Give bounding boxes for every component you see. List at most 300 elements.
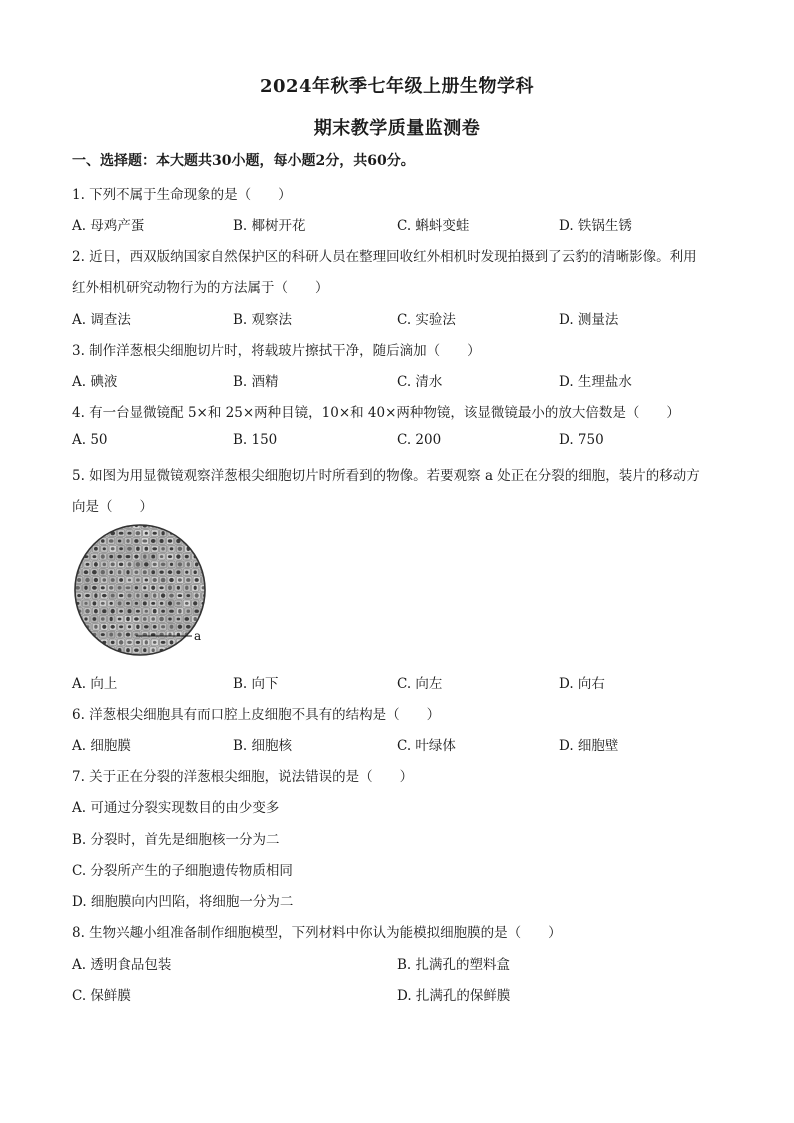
q3-option-d: D. 生理盐水: [559, 374, 632, 390]
cell-nucleus: [101, 617, 105, 620]
q2-option-a: A. 调查法: [72, 312, 131, 328]
cell-nucleus: [194, 586, 197, 590]
q3-option-b: B. 酒精: [233, 374, 279, 390]
cell-nucleus: [94, 625, 97, 629]
cell-nucleus: [128, 562, 132, 566]
cell-nucleus: [178, 609, 182, 613]
cell-nucleus: [178, 562, 182, 566]
q4-option-a: A. 50: [72, 432, 108, 448]
cell-nucleus: [84, 539, 87, 542]
cell-nucleus: [144, 594, 148, 598]
figure-label-a: a: [194, 629, 202, 643]
cell-nucleus: [144, 625, 149, 628]
cell-nucleus: [128, 579, 131, 582]
cell-nucleus: [151, 539, 156, 543]
cell-nucleus: [145, 532, 148, 535]
cell-nucleus: [151, 555, 155, 559]
cell: [168, 655, 175, 660]
cell-nucleus: [203, 625, 207, 628]
cell-nucleus: [160, 539, 164, 543]
cell-nucleus: [103, 563, 107, 567]
cell-nucleus: [161, 656, 165, 660]
cell-nucleus: [111, 563, 115, 567]
cell: [76, 639, 83, 646]
q8-option-a: A. 透明食品包装: [72, 957, 172, 973]
cell-nucleus: [186, 594, 190, 597]
cell: [74, 553, 81, 560]
cell-nucleus: [168, 586, 172, 591]
cell: [200, 616, 207, 623]
cell-nucleus: [128, 625, 131, 628]
q8-option-d: D. 扎满孔的保鲜膜: [397, 988, 511, 1004]
cell-nucleus: [118, 618, 122, 621]
question-7-stem: 7. 关于正在分裂的洋葱根尖细胞，说法错误的是（ ）: [72, 769, 414, 785]
cell-nucleus: [84, 570, 89, 574]
cell-nucleus: [176, 602, 180, 605]
cell: [151, 655, 158, 660]
cell-nucleus: [101, 649, 105, 652]
cell-nucleus: [127, 609, 131, 613]
cell-nucleus: [94, 656, 99, 660]
cell-nucleus: [111, 547, 115, 550]
cell-nucleus: [144, 656, 149, 659]
cell-nucleus: [85, 656, 89, 659]
cell-nucleus: [77, 594, 81, 597]
cell-nucleus: [86, 641, 89, 645]
question-2-stem-line1: 2. 近日，西双版纳国家自然保护区的科研人员在整理回收红外相机时发现拍摄到了云豹的清晰影像。利用: [72, 249, 697, 265]
cell-nucleus: [186, 578, 190, 582]
cell-nucleus: [110, 625, 114, 629]
cell-nucleus: [142, 539, 147, 542]
cell-nucleus: [194, 570, 197, 574]
cell-nucleus: [153, 609, 157, 613]
cell-nucleus: [118, 524, 122, 528]
cell-nucleus: [134, 539, 138, 543]
cell-nucleus: [178, 594, 182, 597]
cell-nucleus: [75, 586, 80, 590]
cell-nucleus: [144, 547, 148, 551]
cell-nucleus: [101, 524, 104, 527]
cell-nucleus: [119, 563, 123, 566]
cell-nucleus: [84, 649, 88, 652]
q5-option-b: B. 向下: [233, 676, 279, 692]
cell-nucleus: [92, 601, 96, 605]
cell-nucleus: [92, 524, 96, 527]
cell-nucleus: [101, 554, 105, 558]
cell-nucleus: [203, 610, 206, 613]
cell: [74, 522, 81, 529]
cell: [193, 545, 200, 552]
cell: [202, 623, 209, 630]
cell: [84, 530, 91, 537]
cell-nucleus: [77, 578, 81, 582]
cell-nucleus: [152, 657, 156, 660]
cell: [92, 530, 99, 537]
cell: [200, 522, 207, 529]
cell-nucleus: [101, 586, 105, 589]
cell-nucleus: [178, 532, 182, 535]
cell-nucleus: [168, 539, 173, 542]
cell-nucleus: [76, 617, 80, 621]
cell-nucleus: [161, 578, 166, 582]
cell-nucleus: [119, 547, 123, 550]
q3-option-a: A. 碘液: [72, 374, 118, 390]
section-heading: 一、选择题：本大题共30小题，每小题2分，共60分。: [72, 153, 415, 169]
cell-nucleus: [195, 593, 199, 597]
cell-nucleus: [85, 531, 90, 535]
cell: [185, 530, 192, 537]
cell-nucleus: [159, 571, 163, 574]
cell-nucleus: [136, 547, 140, 551]
cell-nucleus: [111, 609, 115, 614]
cell-nucleus: [134, 648, 139, 651]
cell-nucleus: [136, 594, 139, 598]
q1-option-a: A. 母鸡产蛋: [72, 218, 145, 234]
cell-nucleus: [169, 594, 174, 598]
cell: [160, 655, 167, 660]
cell-nucleus: [145, 610, 148, 613]
cell-nucleus: [143, 586, 146, 589]
cell: [193, 530, 200, 537]
cell: [183, 522, 190, 529]
cell-nucleus: [151, 570, 155, 574]
cell: [74, 538, 81, 545]
cell-nucleus: [77, 656, 81, 660]
cell-nucleus: [109, 555, 113, 558]
cell: [176, 530, 183, 537]
cell-nucleus: [201, 524, 205, 527]
cell-nucleus: [161, 610, 165, 613]
cell-nucleus: [169, 578, 174, 582]
cell: [192, 538, 199, 545]
cell-nucleus: [135, 586, 138, 589]
q8-option-c: C. 保鲜膜: [72, 988, 131, 1004]
cell-nucleus: [136, 578, 140, 581]
cell-nucleus: [103, 547, 106, 550]
cell-nucleus: [170, 547, 174, 550]
cell-nucleus: [111, 641, 115, 644]
cell-nucleus: [152, 648, 155, 652]
cell: [185, 655, 192, 660]
q7-option-b: B. 分裂时，首先是细胞核一分为二: [72, 832, 280, 848]
cell-nucleus: [118, 570, 122, 574]
q1-option-d: D. 铁锅生锈: [559, 218, 632, 234]
cell: [91, 647, 98, 654]
cell-nucleus: [185, 617, 190, 621]
cell: [202, 655, 209, 660]
cell: [84, 655, 91, 660]
cell-nucleus: [102, 609, 106, 613]
question-5-stem-line1: 5. 如图为用显微镜观察洋葱根尖细胞切片时所看到的物像。若要观察 a 处正在分裂的细胞，装片的移动方: [72, 468, 700, 484]
q6-option-a: A. 细胞膜: [72, 738, 131, 754]
exam-subtitle: 期末教学质量监测卷: [313, 118, 481, 139]
q2-option-b: B. 观察法: [233, 312, 293, 328]
cell-nucleus: [77, 625, 81, 629]
cell-nucleus: [86, 563, 90, 566]
cell-nucleus: [109, 570, 112, 574]
cell-nucleus: [94, 609, 98, 613]
q6-option-d: D. 细胞壁: [559, 738, 619, 754]
cell-nucleus: [187, 610, 191, 613]
cell-nucleus: [161, 593, 165, 597]
cell-nucleus: [185, 602, 189, 605]
q4-option-b: B. 150: [233, 432, 278, 448]
cell-nucleus: [84, 586, 87, 590]
cell: [202, 530, 209, 537]
cell-nucleus: [85, 594, 90, 597]
cell-nucleus: [119, 656, 123, 659]
question-3-stem: 3. 制作洋葱根尖细胞切片时，将载玻片擦拭干净，随后滴加（ ）: [72, 343, 481, 359]
cell-nucleus: [119, 578, 123, 582]
cell-nucleus: [119, 532, 124, 535]
cell-nucleus: [77, 641, 81, 645]
cell: [76, 545, 83, 552]
cell-nucleus: [126, 633, 130, 637]
cell-nucleus: [161, 641, 166, 644]
cell-nucleus: [126, 555, 131, 558]
cell-nucleus: [126, 586, 131, 589]
cell-nucleus: [127, 594, 131, 598]
cell-nucleus: [93, 617, 97, 621]
cell-nucleus: [151, 602, 155, 605]
question-4-stem: 4. 有一台显微镜配 5×和 25×两种目镜，10×和 40×两种物镜，该显微镜最小的放大倍数是（ ）: [72, 405, 680, 421]
cell-nucleus: [202, 648, 206, 652]
cell-nucleus: [202, 617, 205, 621]
cell-nucleus: [193, 617, 196, 621]
cell-nucleus: [176, 649, 180, 652]
question-8-stem: 8. 生物兴趣小组准备制作细胞模型，下列材料中你认为能模拟细胞膜的是（ ）: [72, 925, 562, 941]
cell-nucleus: [153, 641, 156, 644]
cell-nucleus: [119, 610, 123, 613]
cell-nucleus: [134, 555, 138, 559]
cell-nucleus: [143, 601, 147, 605]
cell-nucleus: [135, 602, 138, 605]
cell-nucleus: [136, 562, 140, 567]
cell-nucleus: [168, 523, 172, 528]
cell: [202, 561, 209, 568]
cell-nucleus: [126, 617, 130, 621]
cell-nucleus: [102, 656, 106, 660]
cell-nucleus: [168, 570, 173, 574]
cell: [192, 647, 199, 654]
cell-nucleus: [119, 594, 123, 597]
cell: [76, 530, 83, 537]
q5-option-a: A. 向上: [72, 676, 118, 692]
cell-nucleus: [102, 625, 106, 629]
cell-nucleus: [118, 601, 122, 605]
cell-nucleus: [85, 609, 90, 613]
cell-nucleus: [136, 531, 141, 535]
cell-nucleus: [102, 578, 106, 581]
cell-nucleus: [202, 539, 206, 543]
cell: [118, 655, 125, 660]
cell-nucleus: [118, 539, 121, 542]
cell: [202, 545, 209, 552]
cell-nucleus: [84, 617, 87, 620]
cell-nucleus: [178, 547, 183, 551]
q7-option-c: C. 分裂所产生的子细胞遗传物质相同: [72, 863, 293, 879]
cell-nucleus: [109, 524, 113, 527]
cell-nucleus: [102, 594, 107, 597]
cell-nucleus: [76, 633, 80, 637]
onion-root-cells: [74, 522, 209, 660]
cell-nucleus: [76, 524, 80, 527]
cell-nucleus: [76, 539, 80, 542]
cell-nucleus: [75, 648, 80, 652]
cell-nucleus: [76, 555, 79, 559]
cell: [193, 655, 200, 660]
cell-nucleus: [101, 570, 105, 574]
cell-nucleus: [144, 562, 149, 566]
cell-nucleus: [187, 531, 190, 535]
cell-nucleus: [136, 641, 140, 644]
cell-nucleus: [134, 570, 138, 573]
cell-nucleus: [202, 555, 205, 558]
q6-option-b: B. 细胞核: [233, 738, 293, 754]
cell-nucleus: [126, 602, 130, 605]
cell-nucleus: [185, 555, 189, 558]
cell-nucleus: [161, 531, 164, 535]
cell-nucleus: [136, 656, 140, 660]
cell-nucleus: [92, 555, 96, 558]
exam-title: 2024年秋季七年级上册生物学科: [259, 76, 535, 97]
cell: [175, 647, 182, 654]
cell-nucleus: [194, 609, 198, 612]
cell-nucleus: [92, 586, 97, 590]
cell-nucleus: [153, 578, 157, 582]
cell-nucleus: [177, 586, 180, 590]
cell-nucleus: [117, 555, 122, 559]
cell-nucleus: [119, 640, 123, 644]
cell-nucleus: [203, 563, 208, 566]
cell-nucleus: [203, 640, 207, 644]
cell-nucleus: [94, 593, 97, 598]
cell: [192, 522, 199, 529]
cell-nucleus: [94, 547, 98, 551]
question-6-stem: 6. 洋葱根尖细胞具有而口腔上皮细胞不具有的结构是（ ）: [72, 707, 441, 723]
cell-nucleus: [185, 571, 188, 574]
q6-option-c: C. 叶绿体: [397, 738, 456, 754]
cell: [74, 647, 81, 654]
cell-nucleus: [145, 640, 148, 644]
cell-nucleus: [168, 601, 172, 605]
cell: [91, 522, 98, 529]
cell-nucleus: [203, 656, 207, 660]
cell-nucleus: [195, 547, 198, 551]
cell-nucleus: [193, 539, 197, 543]
cell-nucleus: [152, 547, 157, 550]
cell-nucleus: [92, 649, 96, 652]
cell-nucleus: [109, 539, 114, 543]
cell-nucleus: [193, 601, 197, 605]
cell-nucleus: [127, 532, 131, 535]
question-2-stem-line2: 红外相机研究动物行为的方法属于（ ）: [72, 280, 329, 296]
cell-nucleus: [177, 524, 180, 527]
cell-nucleus: [187, 562, 190, 566]
cell-nucleus: [151, 586, 155, 590]
cell-nucleus: [127, 547, 132, 551]
cell-nucleus: [111, 594, 115, 598]
cell-nucleus: [185, 523, 189, 527]
cell-nucleus: [94, 578, 98, 582]
cell-nucleus: [143, 648, 146, 652]
q4-option-d: D. 750: [559, 432, 604, 448]
cell: [101, 655, 108, 660]
cell-nucleus: [92, 570, 97, 574]
cell-nucleus: [110, 617, 113, 621]
cell: [202, 639, 209, 646]
cell-nucleus: [194, 524, 197, 527]
cell: [109, 655, 116, 660]
cell-nucleus: [170, 640, 174, 644]
cell-nucleus: [153, 625, 157, 629]
cell-nucleus: [84, 633, 87, 636]
cell-nucleus: [194, 656, 199, 660]
cell-nucleus: [170, 656, 174, 660]
cell: [200, 538, 207, 545]
cell: [166, 522, 173, 529]
cell: [82, 631, 89, 638]
cell-nucleus: [143, 570, 147, 574]
cell-nucleus: [145, 578, 148, 581]
cell-nucleus: [85, 578, 89, 582]
cell-nucleus: [127, 641, 132, 644]
microscope-field-figure: [70, 520, 210, 660]
cell: [82, 647, 89, 654]
cell: [99, 522, 106, 529]
cell: [76, 623, 83, 630]
cell-nucleus: [109, 633, 113, 637]
q2-option-c: C. 实验法: [397, 312, 456, 328]
q7-option-a: A. 可通过分裂实现数目的由少变多: [72, 800, 280, 816]
q1-option-c: C. 蝌蚪变蛙: [397, 218, 470, 234]
cell-nucleus: [160, 602, 164, 605]
cell: [185, 639, 192, 646]
question-5-stem-line2: 向是（ ）: [72, 499, 153, 515]
cell-nucleus: [195, 532, 198, 535]
cell-nucleus: [185, 586, 188, 590]
cell: [74, 631, 81, 638]
cell: [84, 639, 91, 646]
cell-nucleus: [118, 586, 122, 590]
cell: [176, 655, 183, 660]
cell-nucleus: [178, 578, 182, 581]
question-1-stem: 1. 下列不属于生命现象的是（ ）: [72, 187, 292, 203]
cell-nucleus: [159, 586, 163, 589]
cell-nucleus: [77, 547, 80, 551]
cell-nucleus: [143, 617, 147, 621]
cell: [200, 553, 207, 560]
cell-nucleus: [153, 563, 157, 566]
cell-nucleus: [77, 532, 81, 535]
q5-option-c: C. 向左: [397, 676, 443, 692]
cell: [126, 655, 133, 660]
cell: [200, 647, 207, 654]
cell-nucleus: [195, 578, 199, 582]
q8-option-b: B. 扎满孔的塑料盒: [397, 957, 511, 973]
cell-nucleus: [186, 656, 190, 660]
cell-nucleus: [170, 563, 173, 566]
cell: [175, 522, 182, 529]
cell-nucleus: [126, 539, 129, 543]
cell-nucleus: [111, 578, 115, 582]
cell-nucleus: [151, 617, 155, 621]
q4-option-c: C. 200: [397, 432, 442, 448]
cell-nucleus: [168, 555, 172, 558]
cell-nucleus: [153, 532, 157, 535]
cell-nucleus: [178, 656, 182, 660]
cell: [82, 538, 89, 545]
